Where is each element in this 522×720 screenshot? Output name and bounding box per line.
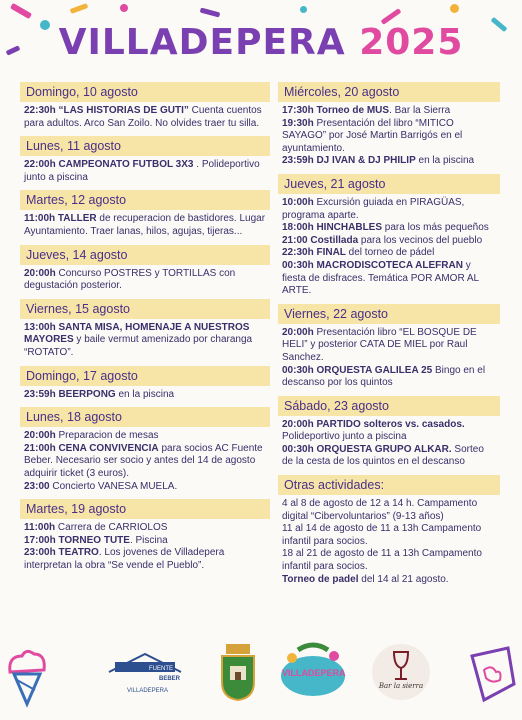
event-item (278, 419, 500, 444)
event-item (278, 365, 500, 390)
right-column (278, 82, 500, 592)
event-text: 18 al 21 de agosto de 11 a 13h Campamento infantil para socios. (282, 548, 482, 573)
event-item (278, 327, 500, 365)
event-text: en la piscina (115, 388, 175, 400)
wine-glass-icon (372, 644, 430, 684)
event-text: 4 al 8 de agosto de 12 a 14 h. Campamento digital “Cibervoluntarios” (9-13 años) (282, 498, 478, 522)
event-highlight: 20:00h (282, 326, 314, 338)
day-header: Domingo, 17 agosto (20, 366, 270, 386)
fiestas-villadepera-logo (278, 642, 348, 702)
confetti-decoration (120, 4, 128, 12)
event-text: y fiesta de disfraces. Temática POR AMOR AL ARTE. (282, 259, 479, 297)
day-block (20, 407, 270, 493)
event-item (278, 247, 500, 260)
event-item (278, 523, 500, 548)
event-highlight: 20:00h PARTIDO solteros vs. casados. (282, 418, 465, 430)
event-item (278, 574, 500, 587)
day-header: Martes, 19 agosto (20, 499, 270, 519)
event-highlight: 23:59h BEERPONG (24, 388, 116, 400)
event-item (278, 118, 500, 156)
event-item (278, 548, 500, 573)
page-title (0, 22, 522, 63)
event-highlight: 11:00h (24, 522, 56, 534)
day-block (20, 82, 270, 130)
fuente-beber-logo (105, 646, 185, 702)
day-block (20, 366, 270, 402)
event-text: Concierto VANESA MUELA. (49, 480, 178, 492)
event-highlight: 21:00 Costillada (282, 234, 359, 246)
event-highlight: 23:59h DJ IVAN & DJ PHILIP (282, 155, 416, 167)
event-highlight: 23:00h TEATRO (24, 547, 99, 559)
event-highlight: 10:00h (282, 196, 314, 208)
event-item (20, 443, 270, 481)
day-header: Jueves, 21 agosto (278, 174, 500, 194)
event-item (20, 522, 270, 535)
day-header: Otras actividades: (278, 475, 500, 495)
day-header: Lunes, 11 agosto (20, 136, 270, 156)
fiestas-logo-text: VILLADEPERA (282, 668, 346, 678)
day-block (278, 174, 500, 298)
event-text: . Bar la Sierra (389, 105, 451, 116)
fuente-beber-text: VILLADEPERA (127, 688, 169, 694)
day-block (278, 396, 500, 469)
event-item (20, 389, 270, 402)
event-highlight: 20:00h (24, 430, 56, 442)
event-highlight: 11:00h TALLER (24, 213, 97, 225)
day-block (20, 136, 270, 184)
confetti-decoration (450, 4, 459, 13)
event-highlight: 13:00h SANTA MISA, HOMENAJE A NUESTROS MAYORES (24, 321, 250, 346)
day-block (278, 82, 500, 168)
left-column (20, 82, 270, 578)
event-highlight: 00:30h MACRODISCOTECA ALEFRAN (282, 259, 463, 271)
fuente-beber-text: FUENTE (149, 666, 173, 672)
event-text: . Los jovenes de Villadepera interpretan la obra “Se vende el Pueblo”. (24, 547, 225, 571)
event-highlight: 00:30h ORQUESTA GALILEA 25 (282, 364, 433, 376)
event-text: Presentación libro “EL BOSQUE DE HELI” y posterior CATA DE MIEL por Raul Sanchez. (282, 326, 477, 363)
footer-logos (0, 640, 522, 712)
event-highlight: Torneo de padel (282, 573, 359, 585)
day-header: Sábado, 23 agosto (278, 396, 500, 416)
event-item (278, 260, 500, 298)
bar-la-sierra-logo (372, 644, 430, 700)
event-text: de recuperacion de bastidores. Lugar Ayuntamiento. Traer lanas, hilos, agujas, tijeras... (24, 213, 266, 237)
event-text: y baile vermut amenizado por charanga “ROTATO”. (24, 334, 253, 358)
event-item (20, 547, 270, 572)
event-text: Preparacion de mesas (55, 430, 159, 442)
event-text: del torneo de pádel (345, 247, 435, 259)
event-item (278, 498, 500, 523)
event-highlight: 19:30h (282, 117, 314, 129)
event-item (278, 105, 500, 118)
event-text: Excursión guiada en PIRAGÜAS, programa aparte. (282, 196, 465, 221)
event-text: Presentación del libro “MITICO SAYAGO” por José Martin Barrigós en el ayuntamiento. (282, 117, 463, 154)
event-item (20, 105, 270, 130)
event-item (20, 268, 270, 293)
event-highlight: 00:30h ORQUESTA GRUPO ALKAR. (282, 443, 452, 455)
fuente-beber-text: BEBER (159, 676, 181, 682)
event-highlight: 18:00h HINCHABLES (282, 222, 383, 234)
event-text: en la piscina (415, 155, 475, 167)
event-text: Carrera de CARRIOLOS (55, 522, 168, 534)
day-block (20, 299, 270, 360)
event-item (20, 159, 270, 184)
event-text: Sorteo de la cesta de los quintos en el descanso (282, 443, 484, 468)
event-item (20, 430, 270, 443)
event-highlight: 22:00h CAMPEONATO FUTBOL 3X3 (24, 159, 194, 171)
event-text: . Piscina (129, 534, 168, 546)
event-text: 11 al 14 de agosto de 11 a 13h Campamento infantil para socios. (282, 523, 482, 547)
event-item (278, 235, 500, 248)
event-text: . Polideportivo junto a piscina (24, 159, 260, 183)
title-main: VILLADEPERA (58, 22, 346, 63)
event-item (20, 322, 270, 360)
day-header: Miércoles, 20 agosto (278, 82, 500, 102)
event-item (278, 222, 500, 235)
event-item (278, 197, 500, 222)
event-text: Concurso POSTRES y TORTILLAS con degustación posterior. (24, 267, 236, 292)
day-header: Martes, 12 agosto (20, 190, 270, 210)
day-block (20, 499, 270, 572)
ice-cream-icon (2, 646, 52, 708)
event-highlight: 22:30h FINAL (282, 247, 346, 259)
event-text: Bingo en el descanso por los quintos (282, 364, 486, 389)
day-header: Jueves, 14 agosto (20, 245, 270, 265)
day-block (20, 245, 270, 293)
event-highlight: 22:30h “LAS HISTORIAS DE GUTI” (24, 105, 189, 116)
event-text: para socios AC Fuente Beber. Necesario ser socio y antes del 14 de agosto adquirir ticket (3 euros). (24, 442, 263, 479)
event-item (278, 444, 500, 469)
bar-la-sierra-text: Bar la sierra (378, 682, 424, 690)
day-header: Lunes, 18 agosto (20, 407, 270, 427)
event-highlight: 23:00 (24, 480, 50, 492)
confetti-decoration (200, 7, 221, 17)
event-text: Cuenta cuentos para adultos. Arco San Zoilo. No olvides traer tu silla. (24, 105, 262, 129)
event-highlight: 20:00h (24, 267, 56, 279)
day-block (20, 190, 270, 238)
event-text: para los más pequeños (382, 222, 489, 234)
event-text: del 14 al 21 agosto. (358, 573, 449, 585)
town-shield-logo (218, 642, 258, 702)
event-highlight: 17:30h Torneo de MUS (282, 105, 390, 116)
event-text: Polideportivo junto a piscina (282, 431, 407, 443)
event-highlight: 21:00h CENA CONVIVENCIA (24, 442, 159, 454)
day-block (278, 304, 500, 390)
event-item (20, 481, 270, 494)
confetti-decoration (10, 3, 32, 19)
popcorn-icon (462, 644, 518, 708)
day-block (278, 475, 500, 586)
day-header: Domingo, 10 agosto (20, 82, 270, 102)
confetti-decoration (70, 3, 89, 14)
day-header: Viernes, 15 agosto (20, 299, 270, 319)
confetti-decoration (300, 6, 307, 13)
day-header: Viernes, 22 agosto (278, 304, 500, 324)
event-item (20, 535, 270, 548)
event-item (20, 213, 270, 238)
event-text: para los vecinos del pueblo (358, 234, 483, 246)
event-highlight: 17:00h TORNEO TUTE (24, 534, 130, 546)
title-year: 2025 (359, 22, 464, 63)
event-item (278, 155, 500, 168)
